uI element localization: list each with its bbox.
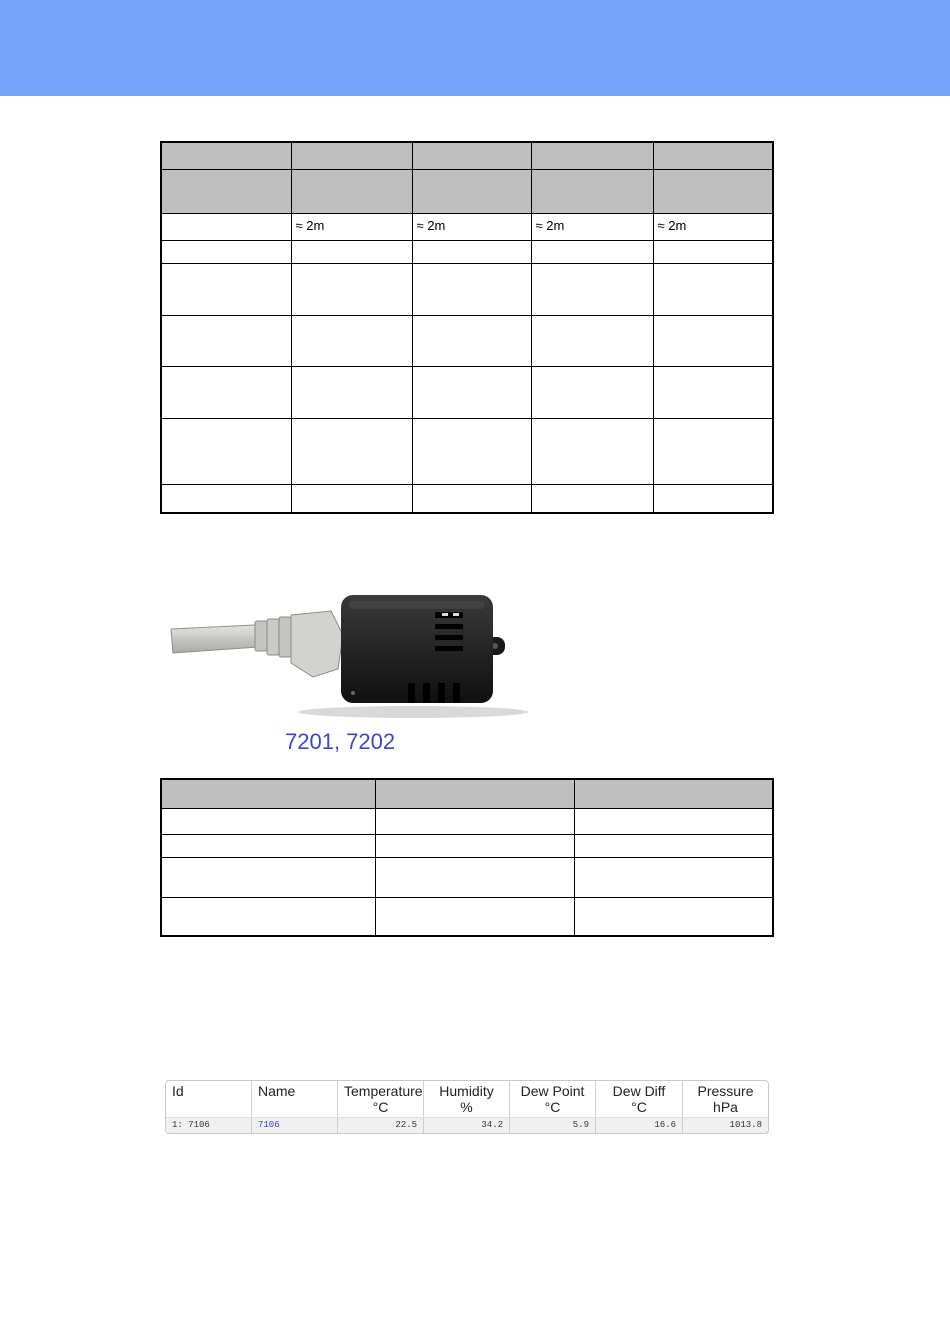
sensor-name-link[interactable]: 7106 xyxy=(252,1118,338,1133)
table-header-row xyxy=(161,779,773,808)
table-header-row xyxy=(161,169,773,213)
table-row xyxy=(161,315,773,366)
header-banner xyxy=(0,0,950,96)
cell-dew-point: 5.9 xyxy=(510,1118,596,1133)
table-row xyxy=(161,484,773,513)
table-header-row xyxy=(161,142,773,169)
figure-caption: 7201, 7202 xyxy=(285,729,396,754)
cell-humidity: 34.2 xyxy=(424,1118,510,1133)
table-row xyxy=(161,366,773,418)
table-row xyxy=(161,240,773,263)
table-row xyxy=(161,808,773,834)
table-row xyxy=(161,263,773,315)
column-header-humidity[interactable]: Humidity % xyxy=(424,1081,510,1117)
cell-id: 1: 7106 xyxy=(166,1118,252,1133)
table-header xyxy=(166,1081,768,1117)
table-row xyxy=(161,834,773,857)
spec-table-sensors xyxy=(160,141,774,514)
sensor-product-photo xyxy=(163,585,533,720)
cable-length-cell: ≈ 2m xyxy=(291,213,412,240)
table-row xyxy=(161,897,773,936)
cell-dew-diff: 16.6 xyxy=(596,1118,683,1133)
column-header-pressure[interactable]: Pressure hPa xyxy=(697,1083,754,1115)
table-row[interactable] xyxy=(166,1117,768,1133)
table-row xyxy=(161,418,773,484)
column-header-name[interactable]: Name xyxy=(252,1081,338,1117)
column-header-dew-diff[interactable]: Dew Diff °C xyxy=(596,1081,683,1117)
sensor-readings-table xyxy=(165,1080,769,1134)
cable-length-cell: ≈ 2m xyxy=(653,213,773,240)
cable-length-cell: ≈ 2m xyxy=(531,213,653,240)
column-header-temperature[interactable]: Temperature °C xyxy=(338,1081,424,1117)
cell-temperature: 22.5 xyxy=(338,1118,424,1133)
table-row-cable-length xyxy=(161,213,773,240)
spec-table-models xyxy=(160,778,774,937)
table-row xyxy=(161,857,773,897)
cell-pressure: 1013.8 xyxy=(729,1120,762,1130)
cable-length-cell: ≈ 2m xyxy=(412,213,531,240)
column-header-id[interactable]: Id xyxy=(166,1081,252,1117)
column-header-dew-point[interactable]: Dew Point °C xyxy=(510,1081,596,1117)
